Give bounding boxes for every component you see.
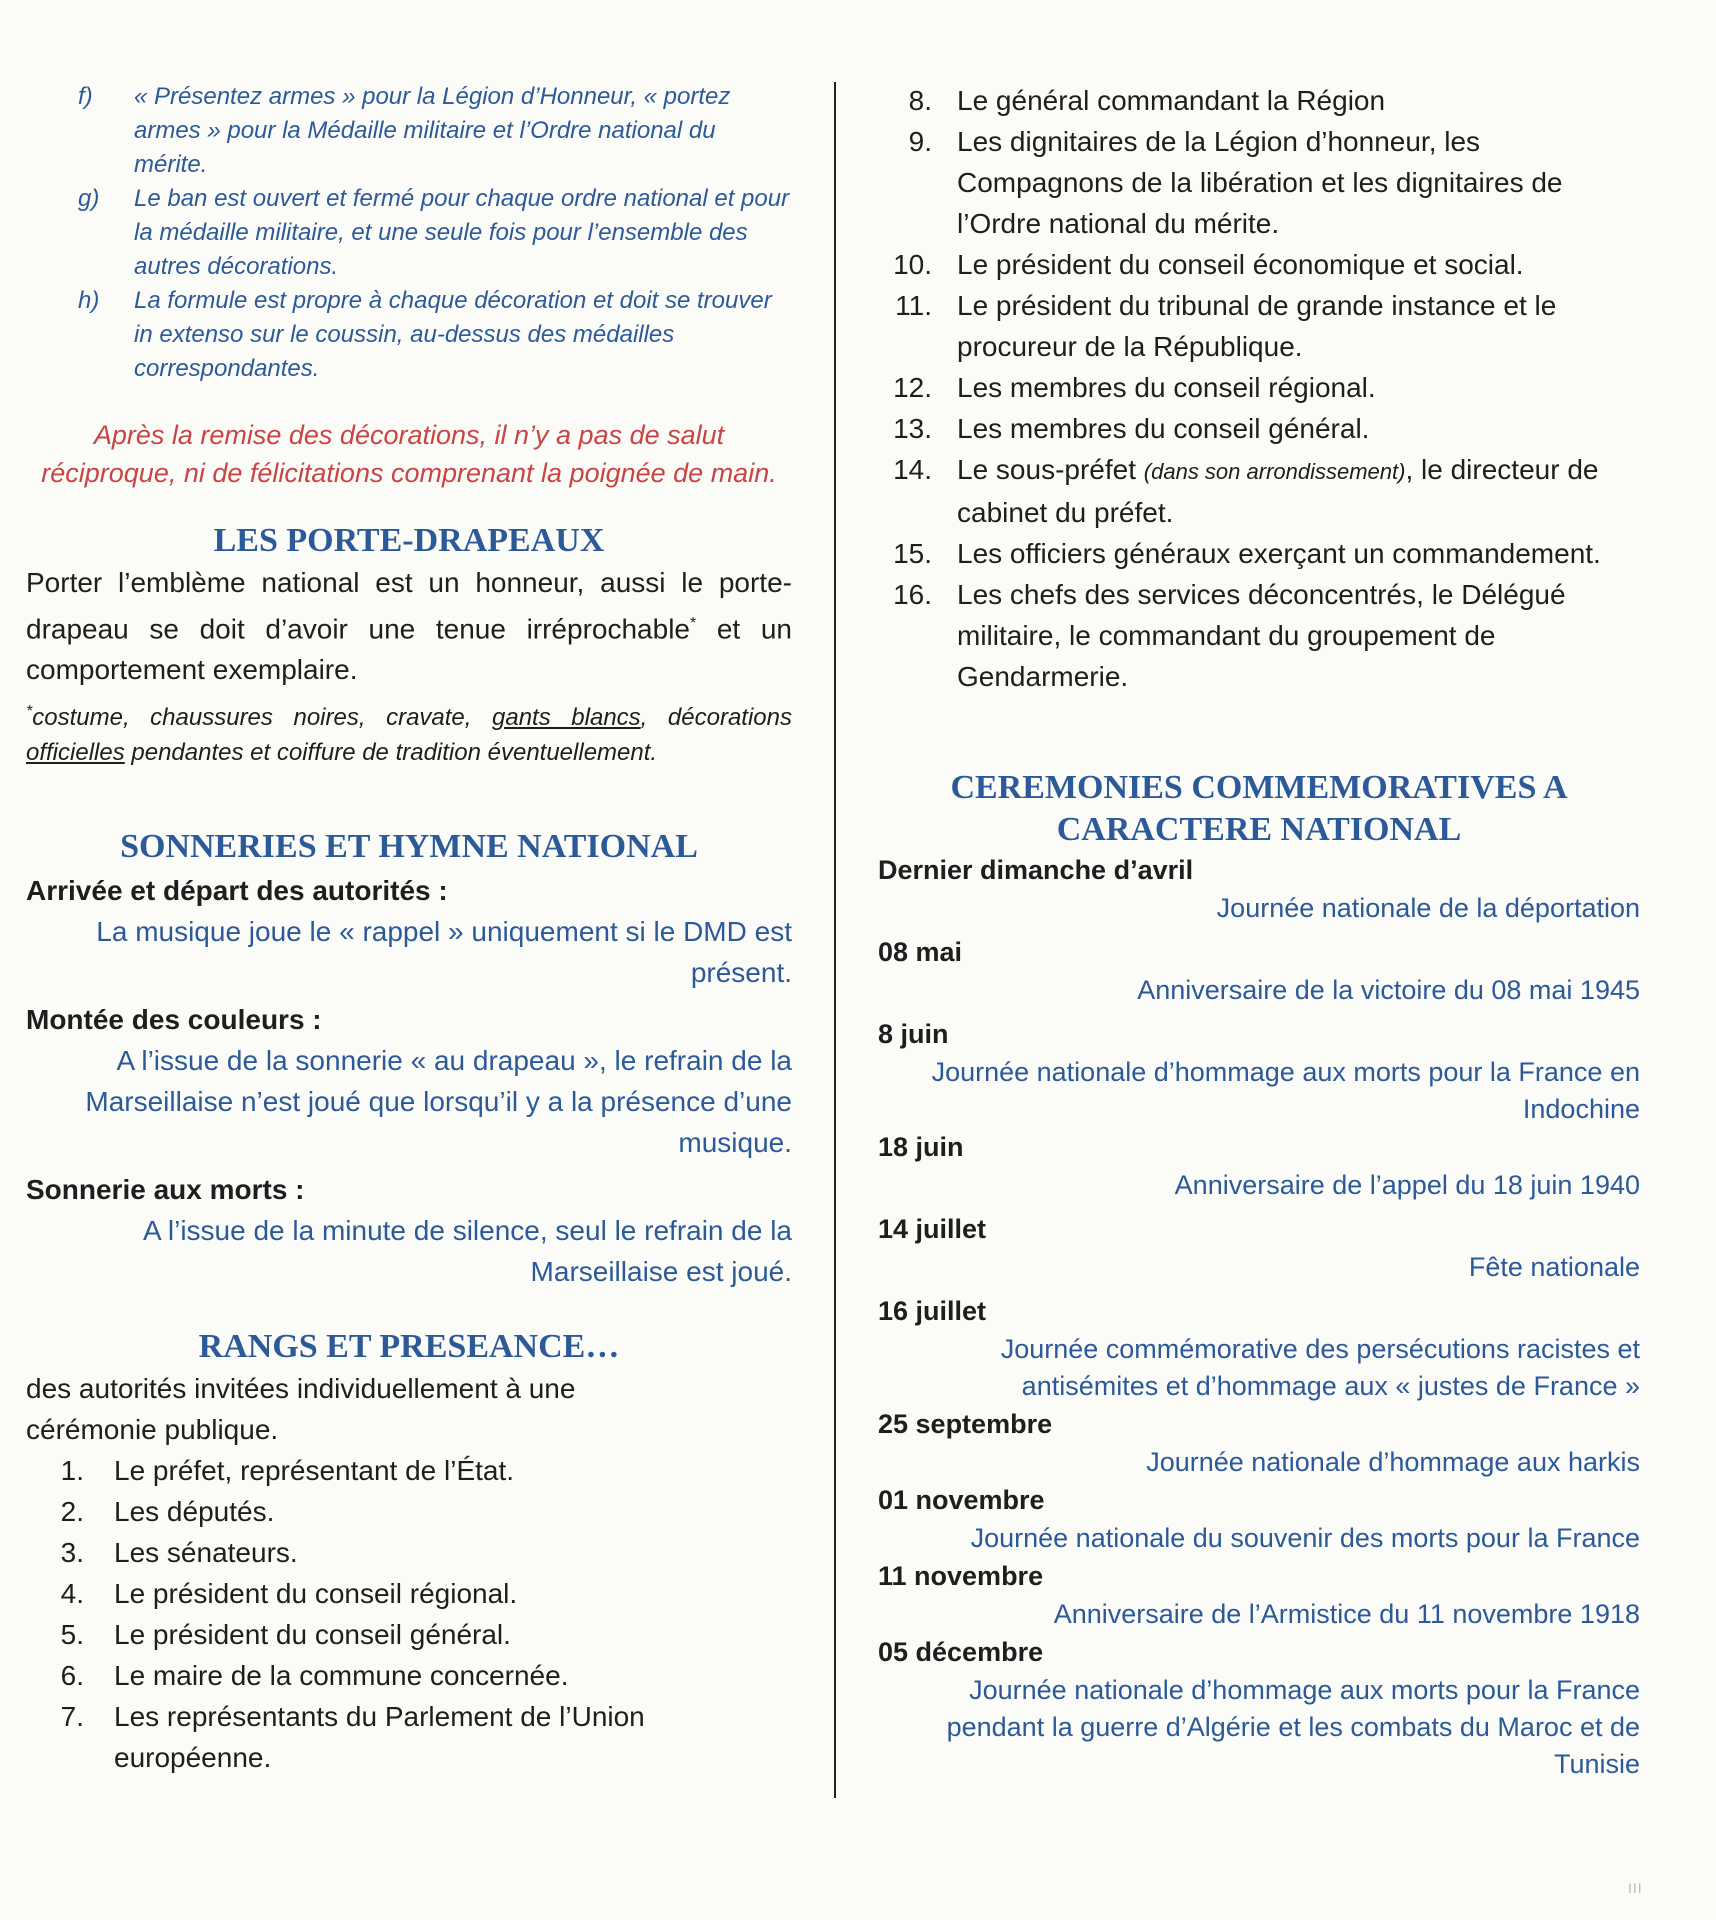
sonnerie-subheading: Montée des couleurs : — [26, 1004, 322, 1036]
item-text-note: (dans son arrondissement) — [1143, 459, 1406, 484]
ceremony-event: Anniversaire de la victoire du 08 mai 1945 — [1137, 975, 1640, 1005]
item-number: 11. — [895, 290, 932, 321]
ceremony-date: 8 juin — [878, 1019, 949, 1049]
ceremony-date: 08 mai — [878, 937, 963, 967]
ceremony-date: 18 juin — [878, 1132, 964, 1162]
list-item — [878, 80, 1640, 121]
item-number: 6. — [60, 1660, 84, 1692]
item-letter: f) — [78, 83, 93, 110]
item-text: Les représentants du Parlement de l’Union européenne. — [114, 1701, 645, 1774]
list-item — [26, 80, 792, 182]
item-number: 10. — [893, 249, 932, 280]
item-text: Les députés. — [114, 1496, 275, 1528]
ceremonies-list — [878, 851, 1640, 1783]
item-text: Le président du conseil général. — [114, 1619, 511, 1651]
item-text: Le ban est ouvert et fermé pour chaque ordre national et pour la médaille militaire, et une seule fois pour l’ensemble des autres décorations. — [134, 185, 790, 280]
porte-text-b: et un comportement exemplaire. — [26, 613, 792, 686]
list-item — [26, 284, 792, 386]
list-item — [878, 574, 1640, 697]
list-item — [878, 121, 1640, 244]
item-number: 8. — [908, 85, 932, 116]
ceremony-event: Journée commémorative des persécutions racistes et antisémites et d’hommage aux « justes de France » — [1000, 1334, 1640, 1401]
item-letter: h) — [78, 287, 100, 314]
list-item — [26, 1450, 792, 1491]
item-text-part: , le directeur de cabinet du préfet. — [957, 454, 1599, 528]
rangs-heading: RANGS ET PRESEANCE… — [198, 1328, 620, 1366]
item-number: 7. — [60, 1701, 84, 1733]
list-item — [878, 244, 1640, 285]
ceremony-date: 11 novembre — [878, 1561, 1044, 1591]
ceremony-date: 01 novembre — [878, 1485, 1045, 1515]
item-text: La formule est propre à chaque décoration et doit se trouver in extenso sur le coussin, au-dessus des médailles correspondantes. — [134, 287, 772, 382]
footnote-underlined: gants blancs — [492, 704, 641, 732]
item-number: 16. — [893, 579, 932, 610]
column-divider — [834, 82, 836, 1798]
item-number: 9. — [908, 126, 932, 157]
porte-drapeaux-text — [26, 562, 792, 690]
list-item — [26, 1655, 792, 1696]
lettered-list — [26, 80, 792, 386]
footnote-mark: * — [26, 703, 33, 721]
ceremony-event: Anniversaire de l’appel du 18 juin 1940 — [1174, 1170, 1640, 1200]
sonnerie-text: A l’issue de la sonnerie « au drapeau », le refrain de la Marseillaise n’est joué que lorsqu’il y a la présence d’une musique. — [85, 1045, 792, 1159]
item-text: Les chefs des services déconcentrés, le Délégué militaire, le commandant du groupement de Gendarmerie. — [957, 579, 1566, 692]
item-number: 1. — [60, 1455, 84, 1487]
item-text: Les officiers généraux exerçant un commandement. — [957, 538, 1601, 569]
item-text — [957, 449, 1640, 533]
item-text: Le président du conseil économique et social. — [957, 249, 1524, 280]
item-text: Le président du conseil régional. — [114, 1578, 518, 1610]
ceremony-date: 05 décembre — [878, 1637, 1044, 1667]
item-text: Le général commandant la Région — [957, 85, 1386, 116]
rangs-intro: des autorités invitées individuellement à une cérémonie publique. — [26, 1373, 576, 1446]
porte-footnote — [26, 694, 792, 770]
item-text: Les dignitaires de la Légion d’honneur, les Compagnons de la libération et les dignitaires de l’Ordre national du mérite. — [957, 126, 1563, 239]
page-number: III — [1628, 1880, 1643, 1896]
item-number: 15. — [893, 538, 932, 569]
list-item — [878, 449, 1640, 533]
footnote-underlined: officielles — [26, 739, 125, 767]
porte-text-a: Porter l’emblème national est un honneur, aussi le porte-drapeau se doit d’avoir une tenue irréprochable — [26, 567, 792, 645]
item-text: Le maire de la commune concernée. — [114, 1660, 569, 1692]
item-text: Le préfet, représentant de l’État. — [114, 1455, 515, 1487]
footnote-text: , décorations — [640, 704, 792, 732]
item-text: « Présentez armes » pour la Légion d’Honneur, « portez armes » pour la Médaille militaire et l’Ordre national du mérite. — [134, 83, 731, 178]
item-text: Les membres du conseil régional. — [957, 372, 1376, 403]
left-column — [26, 80, 792, 1778]
ceremony-event: Anniversaire de l’Armistice du 11 novembre 1918 — [1053, 1599, 1640, 1629]
list-item — [878, 367, 1640, 408]
list-item — [26, 1696, 792, 1778]
ceremony-event: Fête nationale — [1468, 1252, 1640, 1282]
ceremony-event: Journée nationale d’hommage aux morts pour la France pendant la guerre d’Algérie et les combats du Maroc et de Tunisie — [946, 1675, 1640, 1779]
item-number: 3. — [60, 1537, 84, 1569]
list-item — [878, 285, 1640, 367]
preseance-list-continued — [878, 80, 1640, 697]
ceremony-date: 25 septembre — [878, 1409, 1053, 1439]
list-item — [878, 533, 1640, 574]
ceremonies-heading-line1: CEREMONIES COMMEMORATIVES A — [950, 769, 1568, 806]
item-number: 12. — [893, 372, 932, 403]
item-text-part: Le sous-préfet — [957, 454, 1144, 485]
ceremony-event: Journée nationale d’hommage aux harkis — [1146, 1447, 1640, 1477]
list-item — [878, 408, 1640, 449]
ceremony-event: Journée nationale d’hommage aux morts pour la France en Indochine — [931, 1057, 1640, 1124]
footnote-mark: * — [689, 615, 697, 632]
item-number: 14. — [893, 454, 932, 485]
item-number: 5. — [60, 1619, 84, 1651]
item-text: Les sénateurs. — [114, 1537, 298, 1569]
ceremony-date: 14 juillet — [878, 1214, 987, 1244]
decoration-note: Après la remise des décorations, il n’y a pas de salut réciproque, ni de félicitations comprenant la poignée de main. — [41, 420, 777, 488]
item-text: Le président du tribunal de grande instance et le procureur de la République. — [957, 290, 1557, 362]
sonnerie-text: A l’issue de la minute de silence, seul le refrain de la Marseillaise est joué. — [142, 1215, 792, 1288]
preseance-list — [26, 1450, 792, 1778]
sonnerie-text: La musique joue le « rappel » uniquement si le DMD est présent. — [96, 916, 792, 989]
ceremony-event: Journée nationale de la déportation — [1216, 893, 1640, 923]
ceremony-date: 16 juillet — [878, 1296, 987, 1326]
list-item — [26, 1532, 792, 1573]
ceremony-event: Journée nationale du souvenir des morts pour la France — [970, 1523, 1640, 1553]
ceremonies-heading-line2: CARACTERE NATIONAL — [1056, 811, 1462, 848]
item-number: 13. — [893, 413, 932, 444]
footnote-text: costume, chaussures noires, cravate, — [32, 704, 493, 732]
sonnerie-subheading: Sonnerie aux morts : — [26, 1174, 305, 1206]
ceremony-date: Dernier dimanche d’avril — [878, 855, 1194, 885]
item-letter: g) — [78, 185, 100, 212]
porte-drapeaux-heading: LES PORTE-DRAPEAUX — [213, 522, 605, 559]
sonnerie-subheading: Arrivée et départ des autorités : — [26, 875, 448, 907]
list-item — [26, 182, 792, 284]
footnote-text: pendantes et coiffure de tradition éventuellement. — [124, 739, 658, 767]
list-item — [26, 1573, 792, 1614]
right-column — [878, 80, 1640, 1783]
sonneries-heading: SONNERIES ET HYMNE NATIONAL — [120, 828, 698, 866]
item-number: 4. — [60, 1578, 84, 1610]
item-text: Les membres du conseil général. — [957, 413, 1370, 444]
list-item — [26, 1614, 792, 1655]
list-item — [26, 1491, 792, 1532]
item-number: 2. — [60, 1496, 84, 1528]
